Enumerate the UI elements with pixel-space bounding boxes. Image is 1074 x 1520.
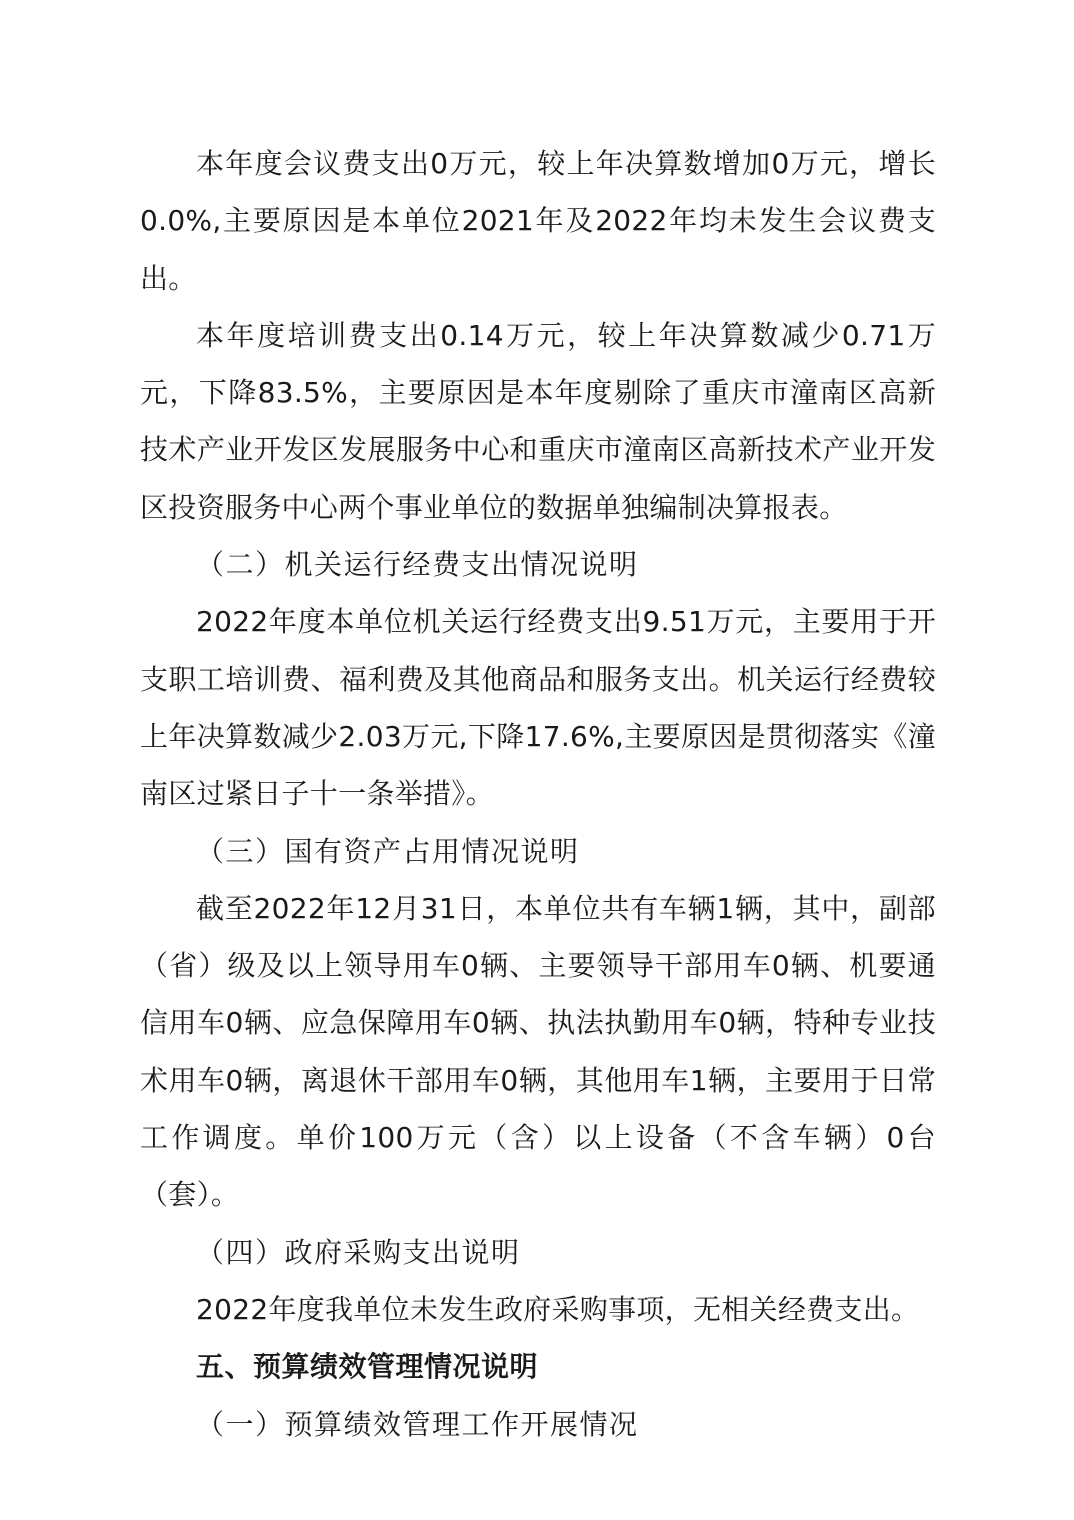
paragraph-operating-expense: 2022年度本单位机关运行经费支出9.51万元，主要用于开支职工培训费、福利费及其他商品和服务支出。机关运行经费较上年决算数减少2.03万元,下降17.6%,主要原因是贯彻落实《潼南区过紧日子十一条举措》。 [140,605,936,811]
subheading-procurement: （四）政府采购支出说明 [196,1235,521,1269]
section-heading-performance: 五、预算绩效管理情况说明 [196,1350,539,1384]
paragraph-state-assets: 截至2022年12月31日，本单位共有车辆1辆，其中，副部（省）级及以上领导用车0辆、主要领导干部用车0辆、机要通信用车0辆、应急保障用车0辆、执法执勤用车0辆，特种专业技术用车0辆，离退休干部用车0辆，其他用车1辆，主要用于日常工作调度。单价100万元（含）以上设备（不含车辆）0台（套）。 [140,891,936,1212]
paragraph-procurement: 2022年度我单位未发生政府采购事项，无相关经费支出。 [196,1292,920,1326]
paragraph-meeting-fee: 本年度会议费支出0万元，较上年决算数增加0万元，增长0.0%,主要原因是本单位2021年及2022年均未发生会议费支出。 [140,147,936,295]
paragraph-training-fee: 本年度培训费支出0.14万元，较上年决算数减少0.71万元，下降83.5%，主要原因是本年度剔除了重庆市潼南区高新技术产业开发区发展服务中心和重庆市潼南区高新技术产业开发区投资服务中心两个事业单位的数据单独编制决算报表。 [140,318,936,524]
subheading-performance-work: （一）预算绩效管理工作开展情况 [196,1407,639,1441]
subheading-state-assets: （三）国有资产占用情况说明 [196,834,580,868]
subheading-operating-expense: （二）机关运行经费支出情况说明 [196,548,639,582]
document-page [140,135,936,1453]
